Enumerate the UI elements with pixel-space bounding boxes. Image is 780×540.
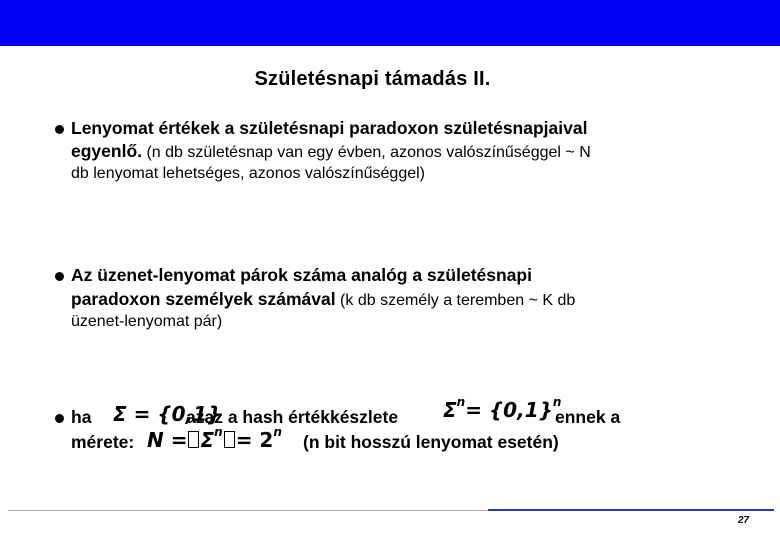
bullet-3-text-end: ennek a [555, 407, 621, 427]
bullet-2-bold-text: paradoxon személyek számával [71, 289, 336, 309]
formula-sigma-set: Σ = {0,1} [113, 402, 222, 426]
formula-N-size [147, 425, 282, 452]
bullet-2-line-3: üzenet-lenyomat pár) [71, 313, 223, 330]
page-number: 27 [738, 515, 750, 526]
formula-N-sup: n [214, 425, 223, 439]
missing-glyph-box-icon [224, 431, 235, 448]
bullet-3-text-mid: azaz a hash értékkészlete [186, 407, 399, 427]
bullet-dot-2 [55, 272, 64, 281]
bullet-dot-3 [55, 414, 64, 423]
bullet-3-text-note: (n bit hosszú lenyomat esetén) [303, 432, 559, 452]
bullet-3-text-ha: ha [71, 407, 92, 427]
formula-N-two: 2 [259, 428, 274, 452]
formula-sigma-n-base: Σ [443, 398, 457, 422]
formula-N-two-sup: n [273, 425, 282, 439]
slide-title: Születésnapi támadás II. [254, 68, 491, 90]
formula-N-eq: = [235, 428, 253, 452]
formula-N-lhs: N = [147, 428, 188, 452]
formula-sigma-n-rest: = {0,1} [465, 398, 553, 422]
header-bar [0, 0, 780, 46]
footer-divider-accent [488, 509, 774, 511]
formula-N-sigma: Σ [200, 428, 215, 452]
bullet-1-line-2 [71, 141, 591, 162]
bullet-3-text-merete: mérete: [71, 432, 135, 452]
formula-sigma-n [443, 395, 562, 422]
bullet-1-line-3: db lenyomat lehetséges, azonos valószínűséggel) [71, 165, 425, 182]
bullet-dot-1 [55, 125, 64, 134]
bullet-2-normal-text: (k db személy a teremben ~ K db [340, 292, 576, 309]
bullet-1-line-1: Lenyomat értékek a születésnapi paradoxon születésnapjaival [71, 118, 588, 138]
missing-glyph-box-icon [188, 431, 199, 448]
bullet-2-line-2 [71, 289, 575, 310]
bullet-1-bold-text: egyenlő. [71, 141, 142, 161]
bullet-1-normal-text: (n db születésnap van egy évben, azonos valószínűséggel ~ N [146, 144, 591, 161]
formula-set-sup: n [552, 395, 562, 409]
bullet-2-line-1: Az üzenet-lenyomat párok száma analóg a születésnapi [71, 265, 532, 285]
formula-sigma-n-sup: n [456, 395, 466, 409]
